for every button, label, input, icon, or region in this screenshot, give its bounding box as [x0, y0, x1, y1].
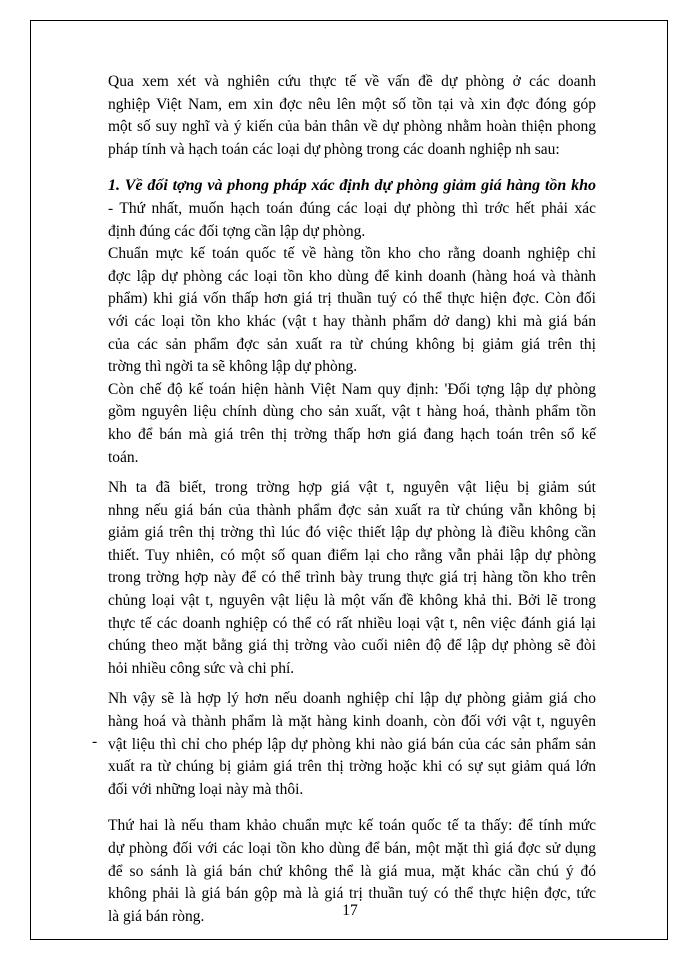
paragraph-conclusion — [108, 688, 596, 801]
text-line: là giá bán ròng. — [108, 907, 205, 925]
text-line: trong trờng hợp này để có thể trình bày trung thực giá trị hàng tồn kho trên — [108, 569, 596, 587]
text-line: nhng nếu giá bán của thành phẩm đợc sản xuất ra từ chúng vẫn không bị — [108, 501, 596, 519]
text-line: toán. — [108, 448, 139, 466]
paragraph-analysis — [108, 477, 596, 680]
text-line: thiết. Tuy nhiên, có một số quan điểm lại cho rằng vẫn phải lập dự phòng — [108, 546, 596, 564]
text-line: đợc lập dự phòng các loại tồn kho dùng để kinh doanh (hàng hoá và thành — [108, 267, 596, 285]
document-body — [108, 71, 596, 928]
text-line: gồm nguyên liệu chính dùng cho sản xuất, vật t hàng hoá, thành phẩm tồn — [108, 403, 596, 421]
text-line: của các sản phẩm đợc sản xuất ra từ chúng không bị giảm giá trên thị — [108, 335, 596, 353]
text-line: Chuẩn mực kế toán quốc tế về hàng tồn kho cho rằng doanh nghiệp chỉ — [108, 245, 596, 263]
text-line: một số suy nghĩ và ý kiến của bản thân về dự phòng nhằm hoàn thiện phong — [108, 118, 596, 136]
paragraph-vietnam-regime — [108, 379, 596, 469]
text-line: xuất ra từ chúng bị giảm giá trên thị trờng hoặc khi có sự sụt giảm quá lớn — [108, 758, 596, 776]
text-line: hỏi nhiều công sức và chi phí. — [108, 659, 295, 677]
text-line: để so sánh là giá bán chứ không thể là giá mua, mặt khác cần chú ý đó — [108, 862, 596, 880]
text-line: Nh ta đã biết, trong trờng hợp giá vật t, nguyên vật liệu bị giảm sút — [108, 479, 596, 497]
text-line: phẩm) khi giá vốn thấp hơn giá trị thuần tuý có thể thực hiện đợc. Còn đối — [108, 290, 596, 308]
text-line: định đúng các đối tợng cần lập dự phòng. — [108, 222, 366, 240]
text-line: pháp tính và hạch toán các loại dự phòng trong các doanh nghiệp nh sau: — [108, 140, 560, 158]
text-line: - Thứ nhất, muốn hạch toán đúng các loại dự phòng thì trớc hết phải xác — [108, 199, 596, 217]
paragraph-section-1 — [108, 175, 596, 243]
text-line: dự phòng đối với các loại tồn kho dùng để bán, một mặt thì giá đợc sử dụng — [108, 840, 596, 857]
text-line: hàng hoá và thành phẩm là mặt hàng kinh doanh, còn đối với vật t, nguyên — [108, 713, 596, 731]
text-line: vật liệu thì chỉ cho phép lập dự phòng khi nào giá bán của các sản phẩm sản — [108, 735, 596, 753]
text-line: Thứ hai là nếu tham khảo chuẩn mực kế toán quốc tế ta thấy: để tính mức — [108, 817, 596, 835]
text-line: nghiệp Việt Nam, em xin đợc nêu lên một số tồn tại và xin đợc đóng góp — [108, 95, 596, 113]
text-line: với các loại tồn kho khác (vật t hay thành phẩm dở dang) khi mà giá bán — [108, 312, 596, 330]
paragraph-international-standard — [108, 243, 596, 379]
text-line: chúng theo mặt bằng giá thị trờng vào cuối niên độ để lập dự phòng sẽ đòi — [108, 637, 596, 655]
text-line: chủng loại vật t, nguyên vật liệu là một vấn đề không khả thi. Bởi lẽ trong — [108, 592, 596, 610]
text-line: Còn chế độ kế toán hiện hành Việt Nam quy định: 'Đối tợng lập dự phòng — [108, 380, 596, 398]
text-line: giảm giá trên thị trờng thì lúc đó việc thiết lập dự phòng là điều không cần — [108, 524, 596, 542]
text-line: không phải là giá bán gộp mà là giá trị thuần tuý có thể thực hiện đợc, tức — [108, 885, 596, 903]
text-line: Nh vậy sẽ là hợp lý hơn nếu doanh nghiệp chỉ lập dự phòng giảm giá cho — [108, 690, 596, 708]
page-number: 17 — [342, 902, 358, 919]
section-heading: 1. Về đối tợng và phong pháp xác định dự phòng giảm giá hàng tồn kho — [108, 177, 596, 195]
text-line: đối với những loại này mà thôi. — [108, 780, 304, 798]
text-line: thực tế các doanh nghiệp có thể có rất nhiều loại vật t, nên việc đánh giá lại — [108, 614, 596, 632]
text-line: kho để bán mà giá trên thị trờng thấp hơn giá đang hạch toán trên sổ kế — [108, 425, 596, 443]
bullet-dash: - — [92, 733, 98, 750]
text-line: Qua xem xét và nghiên cứu thực tế về vấn đề dự phòng ở các doanh — [108, 73, 596, 90]
text-line: trờng thì ngời ta sẽ không lập dự phòng. — [108, 358, 358, 376]
paragraph-intro — [108, 71, 596, 161]
